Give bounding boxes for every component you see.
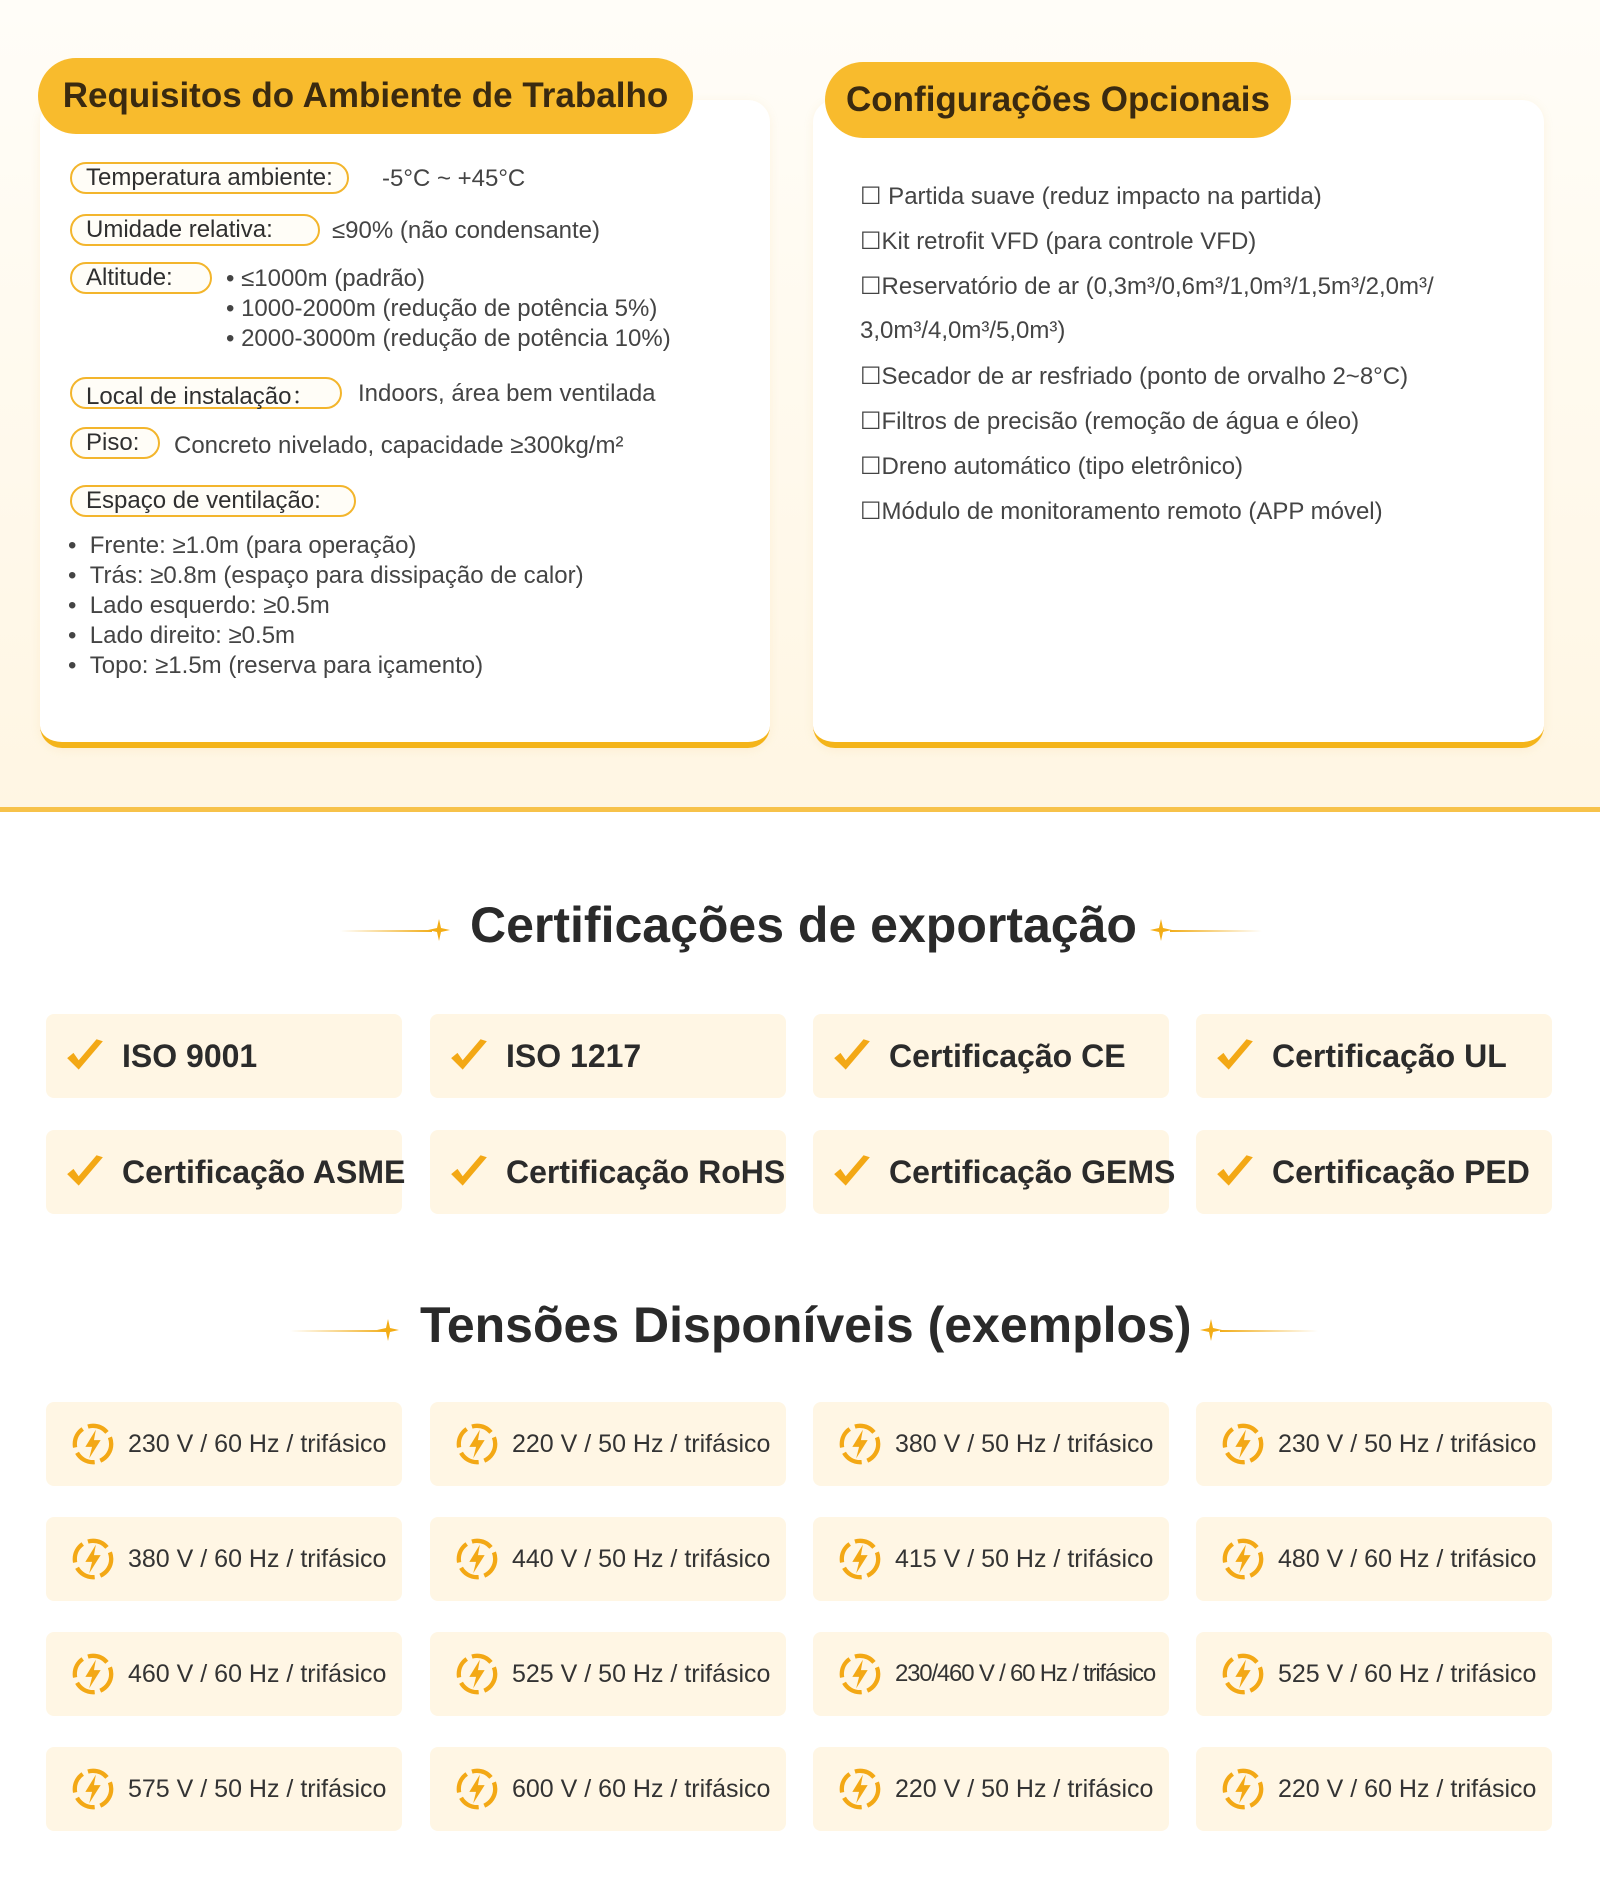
voltage-card (813, 1632, 1169, 1716)
voltage-label: 220 V / 50 Hz / trifásico (512, 1429, 771, 1458)
altitude-item: • ≤1000m (padrão) (226, 265, 426, 292)
certification-label: Certificação ASME (122, 1153, 406, 1190)
option-item: ☐Secador de ar resfriado (ponto de orvalho 2~8°C) (860, 363, 1409, 390)
certification-card (1196, 1130, 1552, 1214)
checkmark-icon (1214, 1151, 1256, 1193)
voltage-card (46, 1517, 402, 1601)
certification-label: Certificação UL (1272, 1037, 1507, 1074)
environment-title: Requisitos do Ambiente de Trabalho (38, 58, 693, 134)
voltage-label: 220 V / 60 Hz / trifásico (1278, 1774, 1537, 1803)
certification-label: ISO 9001 (122, 1037, 258, 1074)
certification-card (430, 1014, 786, 1098)
checkmark-icon (64, 1151, 106, 1193)
floor-label: Piso: (70, 427, 160, 459)
ventilation-item: • Frente: ≥1.0m (para operação) (68, 532, 417, 559)
divider-line (290, 1330, 388, 1332)
voltage-label: 230/460 V / 60 Hz / trifásico (895, 1660, 1156, 1687)
voltage-card (430, 1747, 786, 1831)
options-title: Configurações Opcionais (825, 62, 1291, 138)
lightning-bolt-icon (454, 1536, 500, 1582)
voltage-card (813, 1402, 1169, 1486)
ventilation-label: Espaço de ventilação: (70, 485, 356, 517)
lightning-bolt-icon (70, 1421, 116, 1467)
certification-card (1196, 1014, 1552, 1098)
certification-card (46, 1130, 406, 1214)
ventilation-item: • Lado esquerdo: ≥0.5m (68, 592, 330, 619)
checkmark-icon (1214, 1035, 1256, 1077)
option-item: ☐ Partida suave (reduz impacto na partida) (860, 183, 1322, 210)
voltage-card (430, 1402, 786, 1486)
option-item: ☐Kit retrofit VFD (para controle VFD) (860, 228, 1257, 255)
temperature-value: -5°C ~ +45°C (382, 165, 526, 192)
voltage-card (1196, 1517, 1552, 1601)
voltage-label: 380 V / 60 Hz / trifásico (128, 1544, 387, 1573)
altitude-item: • 2000-3000m (redução de potência 10%) (226, 325, 671, 352)
checkmark-icon (831, 1151, 873, 1193)
certification-label: Certificação RoHS (506, 1153, 786, 1190)
voltage-card (813, 1517, 1169, 1601)
certification-label: Certificação GEMS (889, 1153, 1176, 1190)
certification-card (813, 1130, 1176, 1214)
voltage-label: 230 V / 60 Hz / trifásico (128, 1429, 387, 1458)
voltage-card (46, 1402, 402, 1486)
certification-card (46, 1014, 402, 1098)
floor-value: Concreto nivelado, capacidade ≥300kg/m² (174, 432, 624, 459)
lightning-bolt-icon (837, 1651, 883, 1697)
sparkle-icon (1150, 919, 1172, 941)
ventilation-item: • Lado direito: ≥0.5m (68, 622, 296, 649)
voltages-title: Tensões Disponíveis (exemplos) (420, 1297, 1192, 1353)
voltage-card (1196, 1747, 1552, 1831)
voltage-label: 440 V / 50 Hz / trifásico (512, 1544, 771, 1573)
certification-label: Certificação CE (889, 1037, 1126, 1074)
voltage-label: 230 V / 50 Hz / trifásico (1278, 1429, 1537, 1458)
sparkle-icon (1200, 1319, 1222, 1341)
option-item: ☐Reservatório de ar (0,3m³/0,6m³/1,0m³/1,5m³/2,0m³/ (860, 273, 1434, 300)
voltage-label: 415 V / 50 Hz / trifásico (895, 1544, 1154, 1573)
voltage-card (46, 1747, 402, 1831)
lightning-bolt-icon (1220, 1536, 1266, 1582)
voltage-card (46, 1632, 402, 1716)
checkmark-icon (448, 1035, 490, 1077)
option-item: ☐Módulo de monitoramento remoto (APP móvel) (860, 498, 1383, 525)
divider-line (1220, 1330, 1318, 1332)
lightning-bolt-icon (1220, 1421, 1266, 1467)
location-value: Indoors, área bem ventilada (358, 380, 656, 407)
voltage-label: 460 V / 60 Hz / trifásico (128, 1659, 387, 1688)
lightning-bolt-icon (454, 1766, 500, 1812)
certification-label: Certificação PED (1272, 1153, 1530, 1190)
ventilation-item: • Trás: ≥0.8m (espaço para dissipação de calor) (68, 562, 584, 589)
voltage-label: 525 V / 50 Hz / trifásico (512, 1659, 771, 1688)
altitude-item: • 1000-2000m (redução de potência 5%) (226, 295, 658, 322)
lightning-bolt-icon (70, 1651, 116, 1697)
lightning-bolt-icon (1220, 1766, 1266, 1812)
lightning-bolt-icon (70, 1536, 116, 1582)
lightning-bolt-icon (454, 1421, 500, 1467)
lightning-bolt-icon (70, 1766, 116, 1812)
voltage-label: 575 V / 50 Hz / trifásico (128, 1774, 387, 1803)
option-item: ☐Filtros de precisão (remoção de água e óleo) (860, 408, 1360, 435)
certification-card (813, 1014, 1169, 1098)
environment-panel (40, 100, 770, 748)
sparkle-icon (428, 919, 450, 941)
ventilation-item: • Topo: ≥1.5m (reserva para içamento) (68, 652, 484, 679)
voltage-label: 480 V / 60 Hz / trifásico (1278, 1544, 1537, 1573)
certifications-title: Certificações de exportação (470, 897, 1137, 953)
lightning-bolt-icon (837, 1536, 883, 1582)
lightning-bolt-icon (837, 1766, 883, 1812)
voltage-label: 220 V / 50 Hz / trifásico (895, 1774, 1154, 1803)
voltage-label: 525 V / 60 Hz / trifásico (1278, 1659, 1537, 1688)
sparkle-icon (377, 1319, 399, 1341)
lightning-bolt-icon (1220, 1651, 1266, 1697)
voltage-label: 600 V / 60 Hz / trifásico (512, 1774, 771, 1803)
lightning-bolt-icon (837, 1421, 883, 1467)
voltage-card (1196, 1402, 1552, 1486)
voltage-card (430, 1517, 786, 1601)
voltage-card (1196, 1632, 1552, 1716)
option-item: 3,0m³/4,0m³/5,0m³) (860, 317, 1066, 344)
divider-line (340, 930, 432, 932)
voltage-card (430, 1632, 786, 1716)
voltage-card (813, 1747, 1169, 1831)
certification-card (430, 1130, 786, 1214)
altitude-label: Altitude: (70, 262, 212, 294)
checkmark-icon (64, 1035, 106, 1077)
location-label: Local de instalação： (70, 377, 342, 409)
option-item: ☐Dreno automático (tipo eletrônico) (860, 453, 1244, 480)
temperature-label: Temperatura ambiente: (70, 162, 349, 194)
humidity-value: ≤90% (não condensante) (332, 217, 601, 244)
humidity-label: Umidade relativa: (70, 214, 320, 246)
certification-label: ISO 1217 (506, 1037, 642, 1074)
voltage-label: 380 V / 50 Hz / trifásico (895, 1429, 1154, 1458)
checkmark-icon (831, 1035, 873, 1077)
checkmark-icon (448, 1151, 490, 1193)
lightning-bolt-icon (454, 1651, 500, 1697)
divider-line (1170, 930, 1262, 932)
